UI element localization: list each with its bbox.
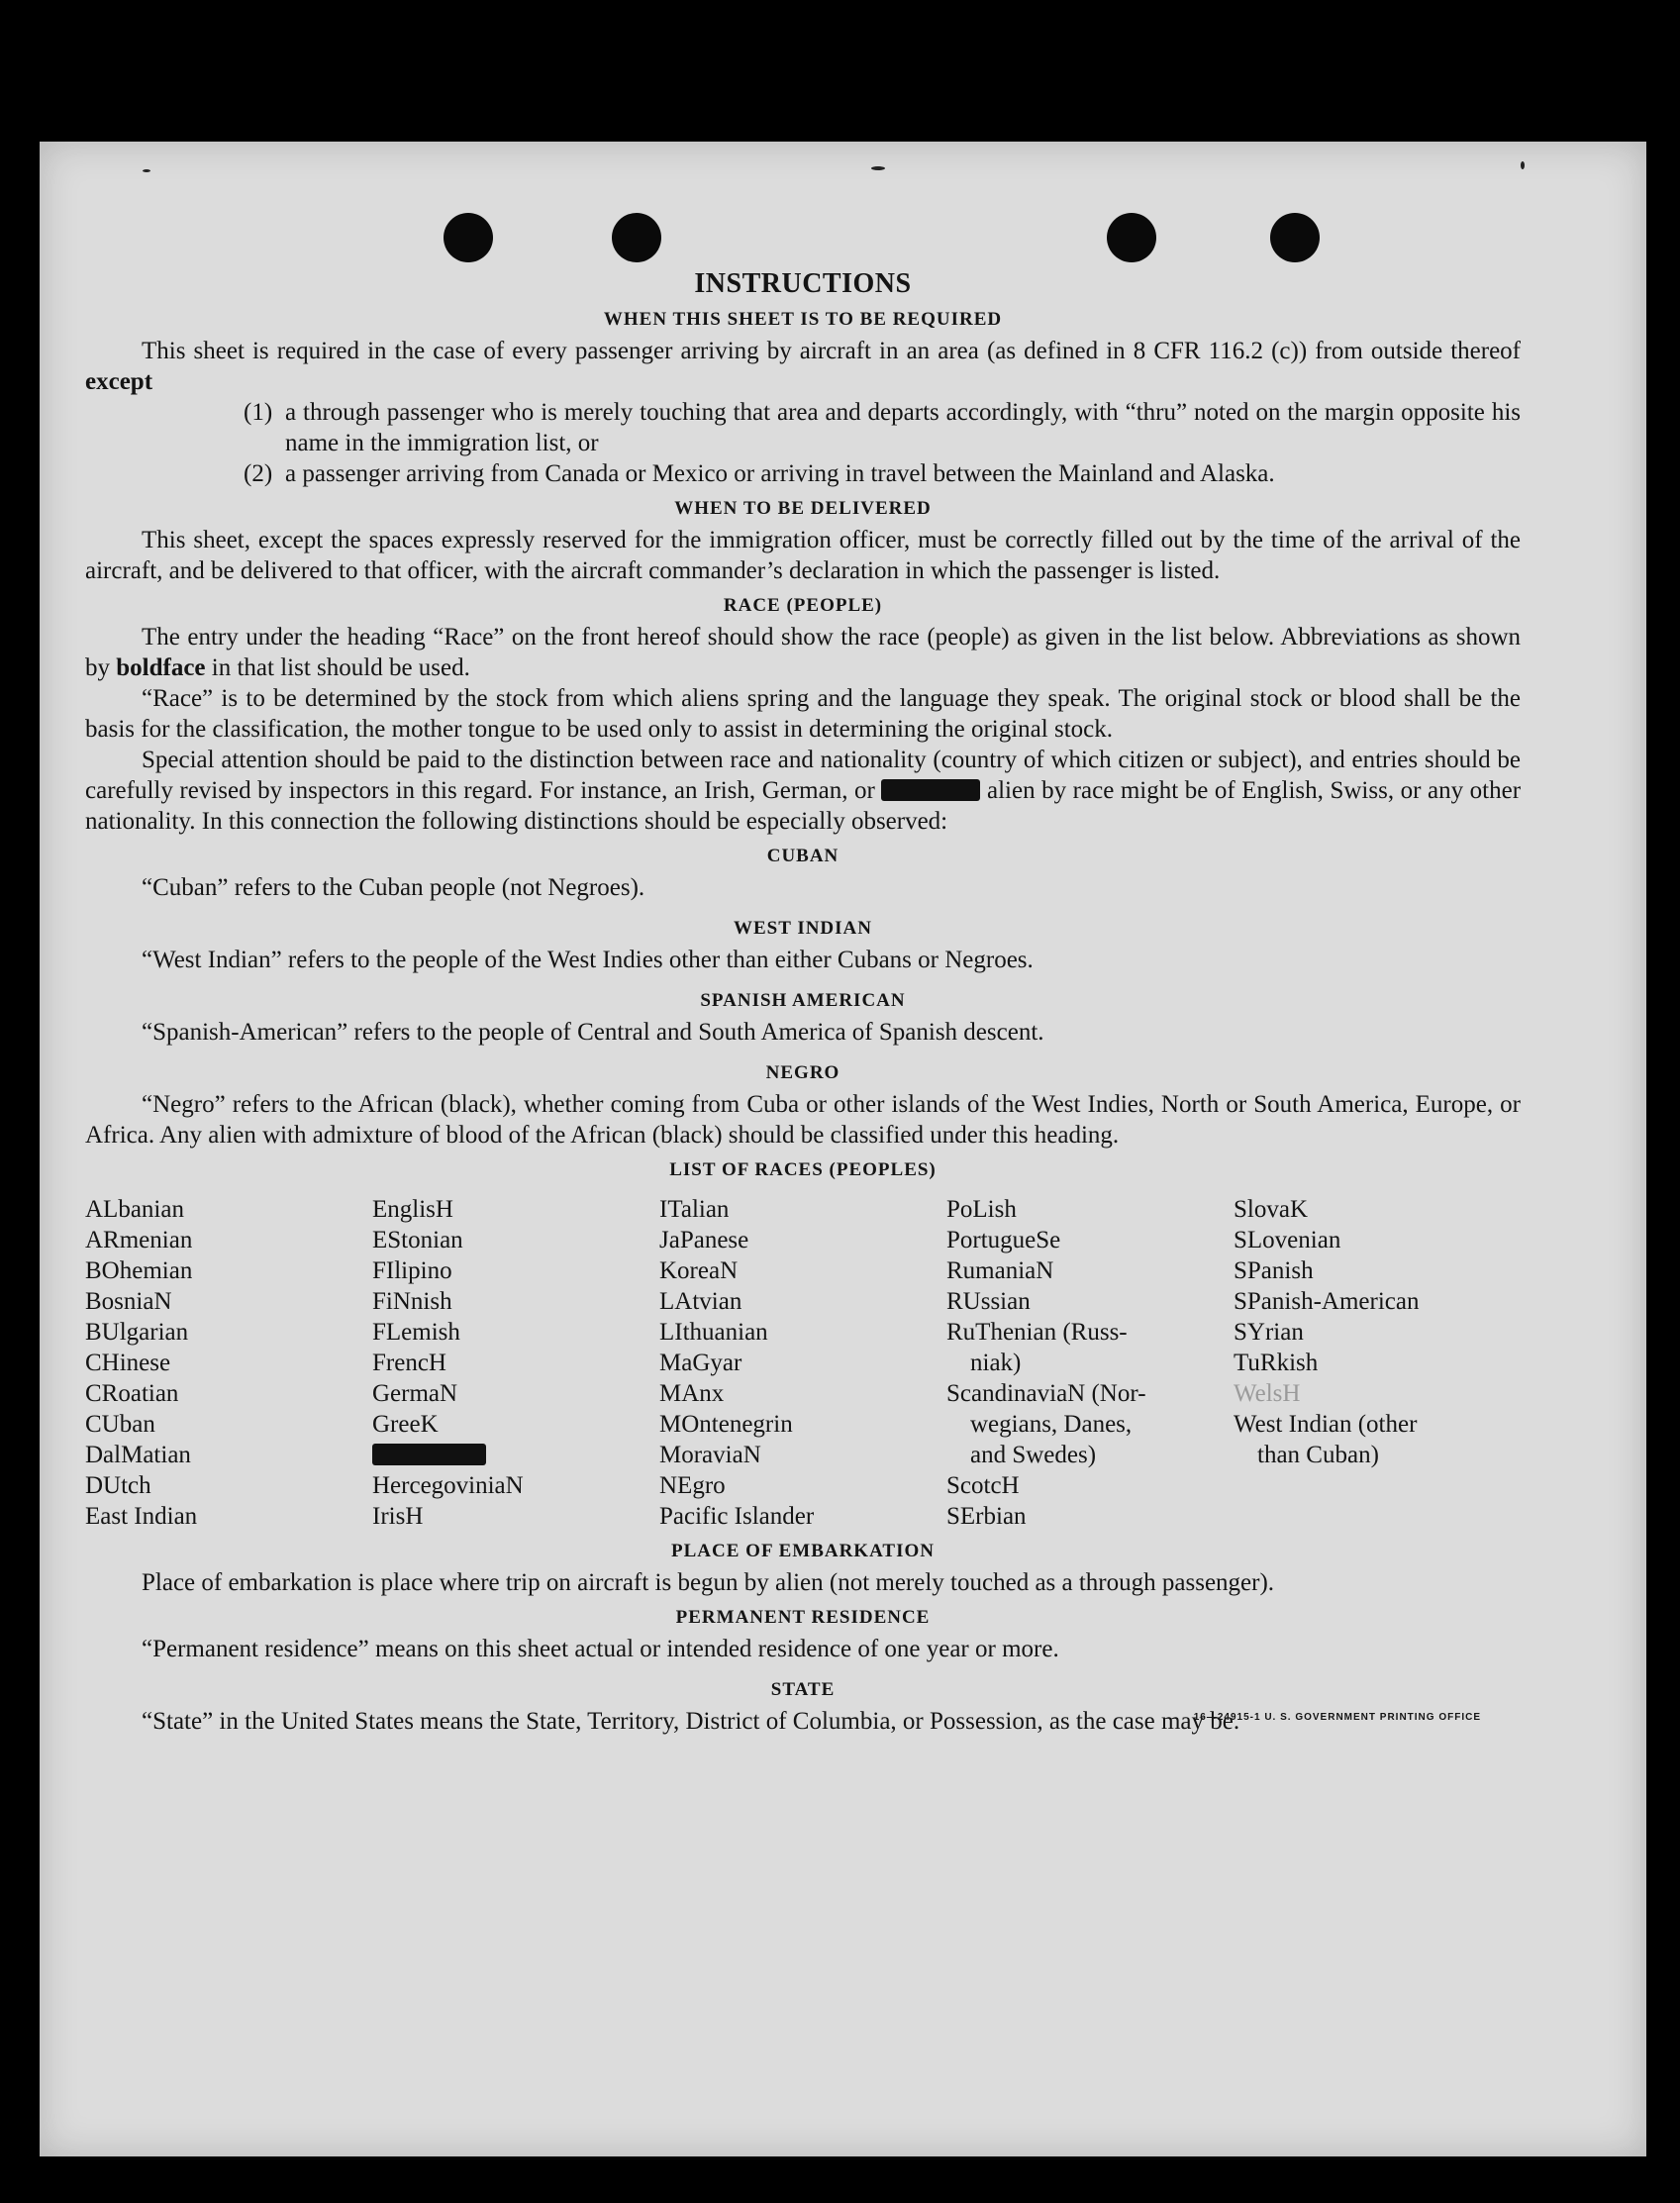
punch-hole	[1107, 213, 1156, 262]
race-entry: CHinese	[85, 1350, 171, 1376]
race-entry: HercegoviniaN	[372, 1472, 524, 1499]
races-column-5	[1234, 1194, 1521, 1532]
punch-hole	[612, 213, 661, 262]
print-code: 16—24915-1 U. S. GOVERNMENT PRINTING OFFICE	[1193, 1712, 1481, 1723]
race-entry: West Indian (other	[1234, 1411, 1418, 1438]
race-paragraph-3: Special attention should be paid to the distinction between race and nationality (country of which citizen or subject), and entries should be carefully revised by inspectors in this regard. For instance, an Irish, German, or alien by race might be of English, Swiss, or any other nationality. In this connection the following distinctions should be especially observed:	[85, 747, 1522, 835]
race-paragraph-2: “Race” is to be determined by the stock from which aliens spring and the language they speak. The original stock or blood shall be the basis for the classification, the mother tongue to be used only to assist in determining the original stock.	[85, 685, 1521, 743]
races-column-1	[85, 1194, 372, 1532]
punch-hole	[1270, 213, 1320, 262]
spanish-american-text: “Spanish-American” refers to the people of Central and South America of Spanish descent.	[142, 1019, 1044, 1046]
race-entry: SPanish-American	[1234, 1288, 1420, 1315]
heading-state: STATE	[770, 1679, 836, 1700]
punch-hole	[444, 213, 493, 262]
race-entry: EnglisH	[372, 1196, 453, 1223]
race-entry: PortugueSe	[946, 1227, 1061, 1253]
race-entry-redacted	[372, 1440, 659, 1470]
race-entry: TuRkish	[1234, 1350, 1319, 1376]
race-entry: ScandinaviaN (Nor-	[946, 1380, 1146, 1407]
heading-spanish-american: SPANISH AMERICAN	[700, 990, 906, 1011]
negro-text: “Negro” refers to the African (black), whether coming from Cuba or other islands of the West Indies, North or South America, Europe, or Africa. Any alien with admixture of blood of the African (black) should be classified under this heading.	[85, 1091, 1521, 1149]
race-entry: MoraviaN	[659, 1442, 761, 1468]
race-entry: EStonian	[372, 1227, 463, 1253]
race-entry: BUlgarian	[85, 1319, 189, 1346]
race-entry: FrencH	[372, 1350, 446, 1376]
embarkation-text: Place of embarkation is place where trip on aircraft is begun by alien (not merely touched as a through passenger).	[142, 1569, 1275, 1596]
races-list	[85, 1194, 1521, 1532]
race-entry: BosniaN	[85, 1288, 172, 1315]
race-entry: MaGyar	[659, 1350, 742, 1376]
race-entry-continuation: and Swedes)	[970, 1442, 1097, 1468]
redaction-mark	[881, 779, 980, 801]
heading-race: RACE (PEOPLE)	[723, 595, 883, 616]
race-entry: FIlipino	[372, 1257, 452, 1284]
race-entry: SPanish	[1234, 1257, 1314, 1284]
race-entry: BOhemian	[85, 1257, 193, 1284]
heading-embarkation: PLACE OF EMBARKATION	[671, 1541, 935, 1561]
cuban-text: “Cuban” refers to the Cuban people (not Negroes).	[142, 874, 645, 901]
race-entry: MOntenegrin	[659, 1411, 793, 1438]
heading-cuban: CUBAN	[766, 846, 840, 866]
race-entry: RumaniaN	[946, 1257, 1054, 1284]
instructions-content	[85, 268, 1521, 1737]
heading-required: WHEN THIS SHEET IS TO BE REQUIRED	[603, 309, 1003, 330]
race-entry: CRoatian	[85, 1380, 179, 1407]
required-intro: This sheet is required in the case of every passenger arriving by aircraft in an area (as defined in 8 CFR 116.2 (c)) from outside thereof except	[85, 338, 1521, 395]
redaction-mark	[372, 1444, 486, 1465]
race-entry: KoreaN	[659, 1257, 739, 1284]
required-item-2: (2) a passenger arriving from Canada or Mexico or arriving in travel between the Mainland and Alaska.	[244, 460, 1275, 487]
race-entry: SErbian	[946, 1503, 1027, 1530]
race-entry: SlovaK	[1234, 1196, 1308, 1223]
race-entry: ITalian	[659, 1196, 730, 1223]
page-title: INSTRUCTIONS	[694, 268, 912, 299]
race-entry: SLovenian	[1234, 1227, 1341, 1253]
race-entry: East Indian	[85, 1503, 198, 1530]
race-entry: RUssian	[946, 1288, 1031, 1315]
west-indian-text: “West Indian” refers to the people of the West Indies other than either Cubans or Negroes.	[142, 947, 1034, 973]
race-entry: ARmenian	[85, 1227, 193, 1253]
race-entry: RuThenian (Russ-	[946, 1319, 1128, 1346]
heading-residence: PERMANENT RESIDENCE	[675, 1607, 931, 1628]
race-entry: ScotcH	[946, 1472, 1020, 1499]
race-entry: FLemish	[372, 1319, 460, 1346]
race-entry: JaPanese	[659, 1227, 749, 1253]
races-column-2	[372, 1194, 659, 1532]
race-entry: GermaN	[372, 1380, 458, 1407]
races-column-4	[946, 1194, 1234, 1532]
heading-negro: NEGRO	[765, 1062, 840, 1083]
race-paragraph-1: The entry under the heading “Race” on the front hereof should show the race (people) as given in the list below. Abbreviations as shown by boldface in that list should be used.	[85, 624, 1521, 681]
speck	[871, 166, 885, 170]
speck	[1521, 161, 1525, 169]
race-entry: LIthuanian	[659, 1319, 768, 1346]
race-entry: ALbanian	[85, 1196, 184, 1223]
heading-list-of-races: LIST OF RACES (PEOPLES)	[669, 1159, 937, 1180]
race-entry-continuation: than Cuban)	[1257, 1442, 1379, 1468]
state-block	[85, 1706, 1521, 1737]
race-entry: LAtvian	[659, 1288, 742, 1315]
state-text: “State” in the United States means the State, Territory, District of Columbia, or Possession, as the case may be.	[142, 1708, 1240, 1735]
race-entry: GreeK	[372, 1411, 439, 1438]
race-entry: WelsH	[1234, 1380, 1301, 1407]
race-entry-continuation: wegians, Danes,	[970, 1411, 1133, 1438]
race-entry: IrisH	[372, 1503, 424, 1530]
race-entry: Pacific Islander	[659, 1503, 815, 1530]
residence-text: “Permanent residence” means on this sheet actual or intended residence of one year or more.	[142, 1636, 1059, 1662]
heading-west-indian: WEST INDIAN	[734, 918, 872, 939]
race-entry: CUban	[85, 1411, 155, 1438]
race-entry: MAnx	[659, 1380, 725, 1407]
race-entry: SYrian	[1234, 1319, 1304, 1346]
race-entry: PoLish	[946, 1196, 1017, 1223]
document-sheet	[40, 142, 1646, 2156]
speck	[143, 169, 150, 172]
heading-delivered: WHEN TO BE DELIVERED	[674, 498, 932, 519]
race-entry: FiNnish	[372, 1288, 452, 1315]
race-entry: DUtch	[85, 1472, 151, 1499]
races-column-3	[659, 1194, 946, 1532]
required-item-1: (1) a through passenger who is merely touching that area and departs accordingly, with “thru” noted on the margin opposite his name in the immigration list, or	[244, 399, 1521, 456]
race-entry-continuation: niak)	[970, 1350, 1022, 1376]
delivered-text: This sheet, except the spaces expressly reserved for the immigration officer, must be correctly filled out by the time of the arrival of the aircraft, and be delivered to that officer, with the aircraft commander’s declaration in which the passenger is listed.	[85, 527, 1521, 584]
race-entry: NEgro	[659, 1472, 726, 1499]
race-entry: DalMatian	[85, 1442, 191, 1468]
